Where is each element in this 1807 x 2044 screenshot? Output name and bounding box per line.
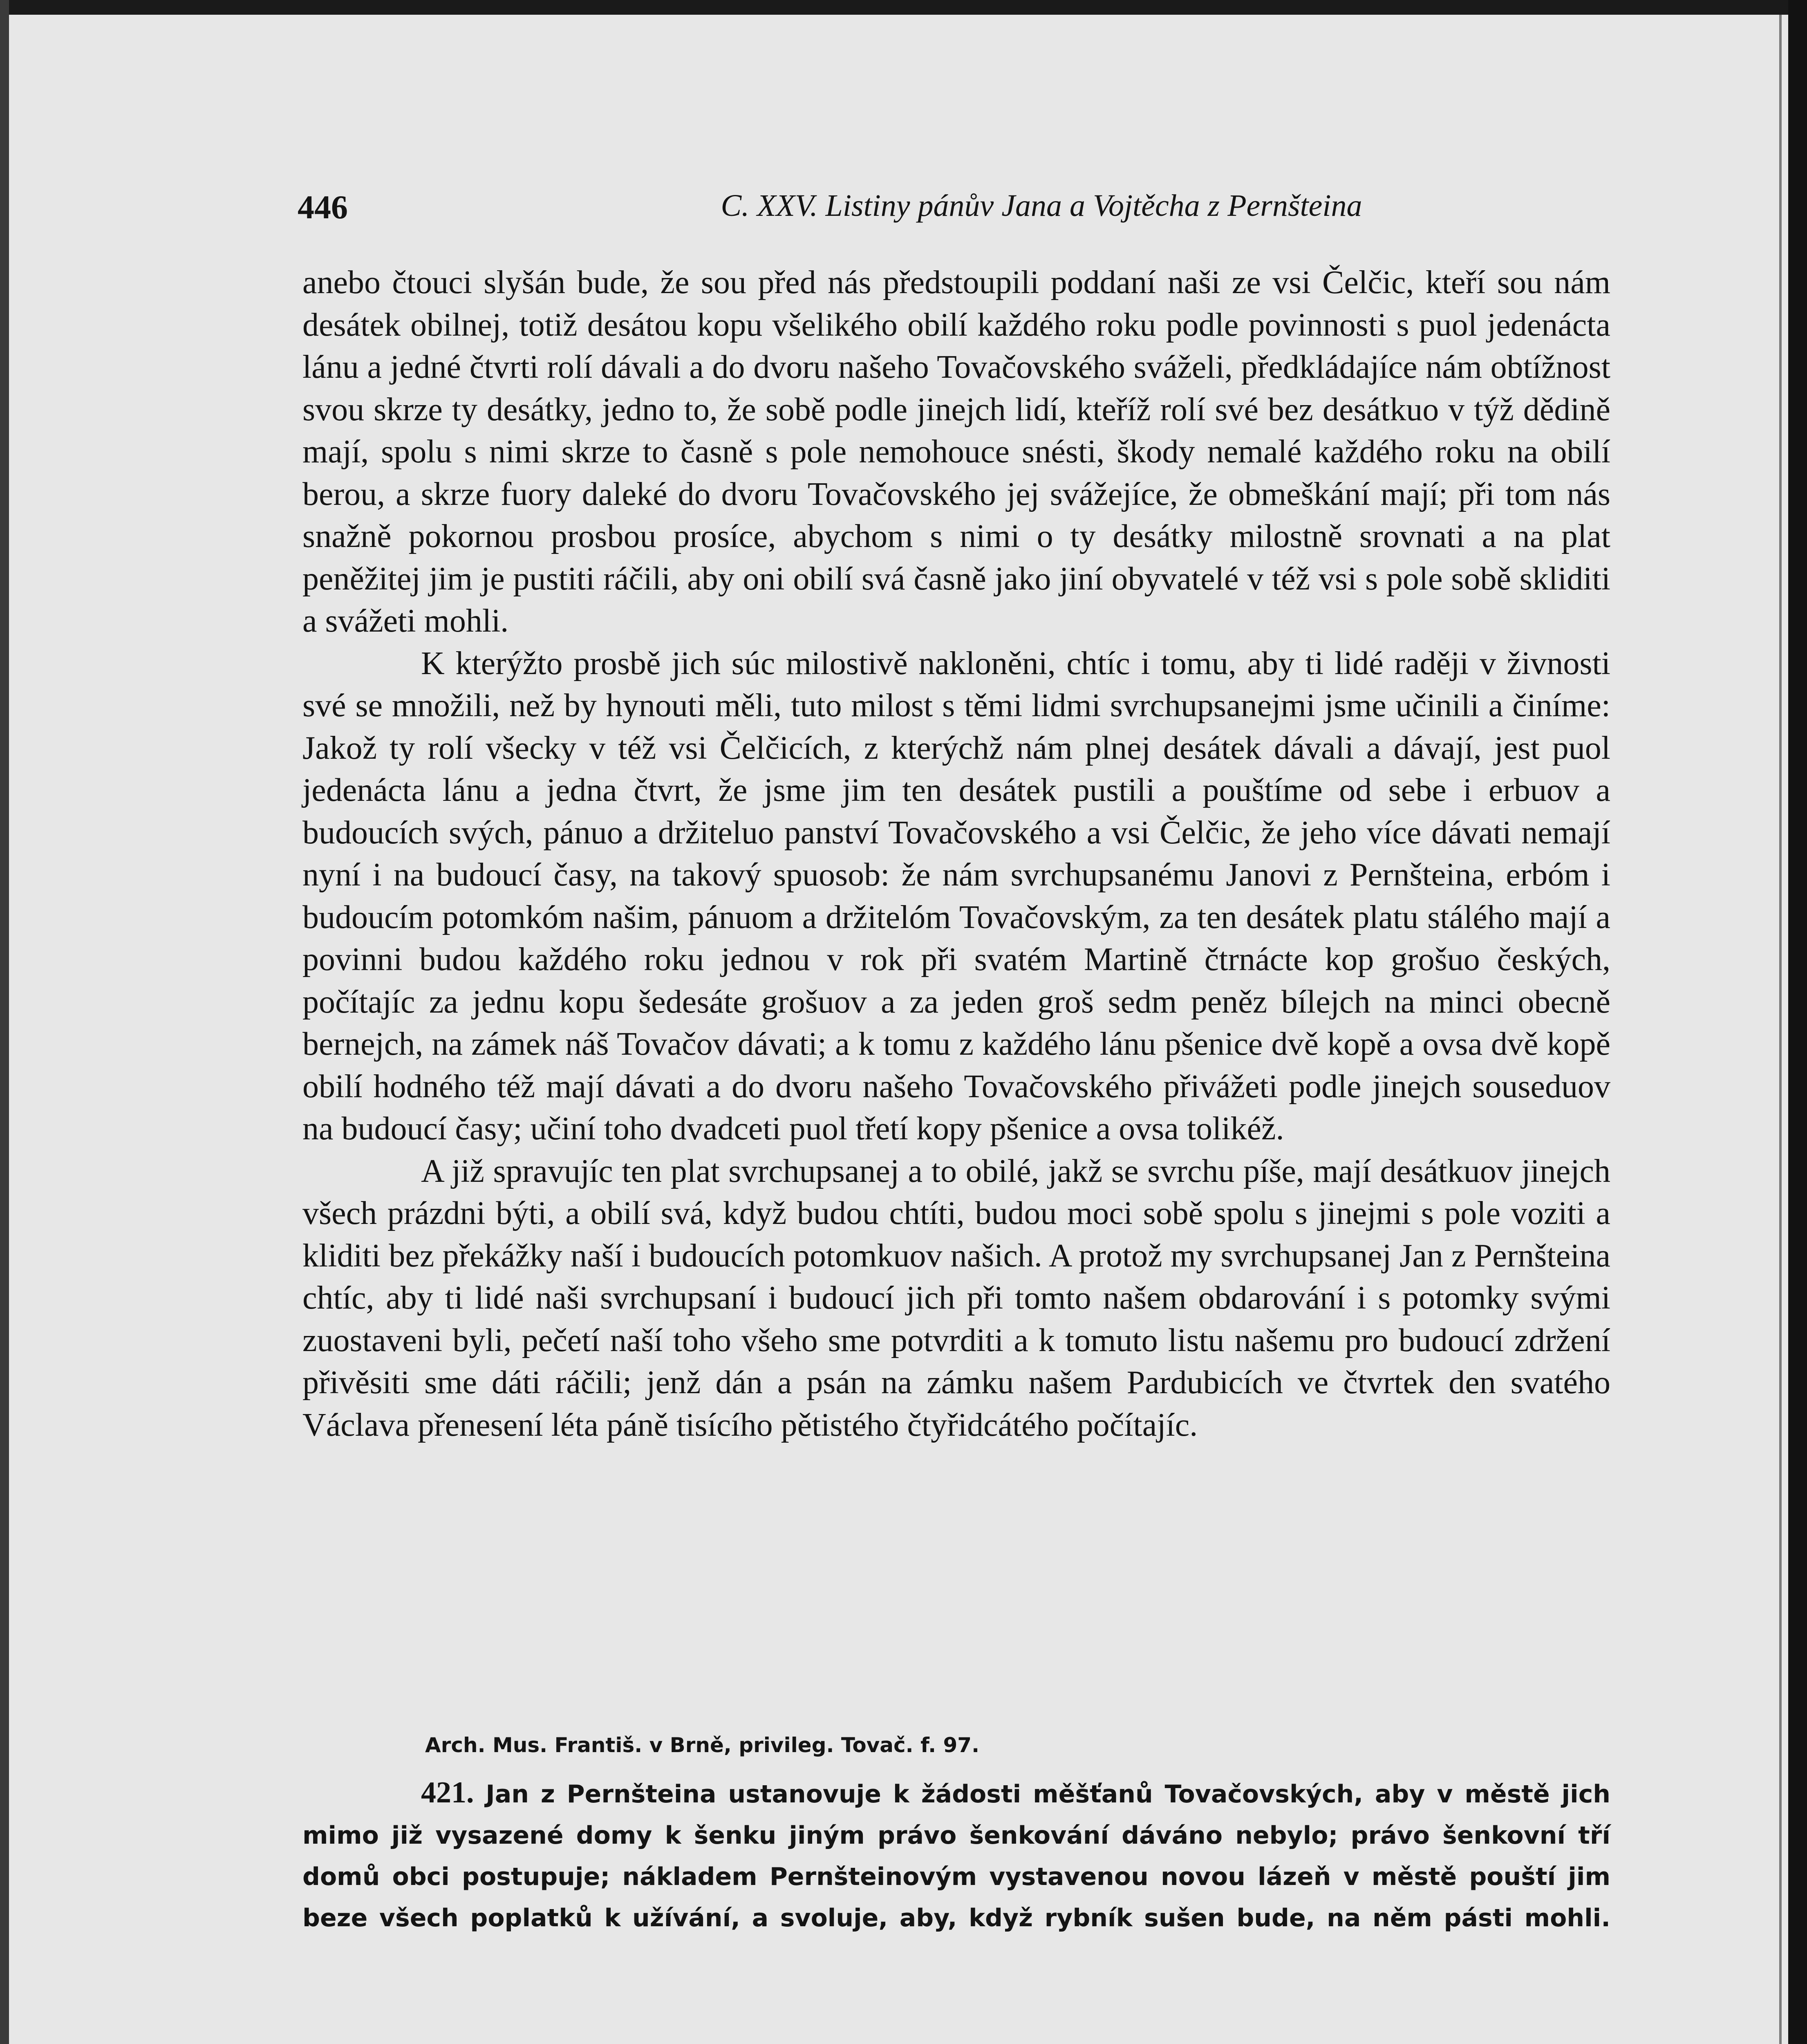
running-head [298,188,1548,233]
running-title: C. XXV. Listiny pánův Jana a Vojtěcha z Pernšteina [721,188,1362,223]
regest-text: Jan z Pernšteina ustanovuje k žádosti měšťanů Tovačovských, aby v městě jich mimo již vysazené domy k šenku jiným právo šenkování dáváno nebylo; právo šenkovní tří domů obci postupuje; nákladem Pernšteinovým vystavenou novou lázeň v městě pouští jim beze všech poplatků k užívání, a svoluje, aby, když rybník sušen bude, na něm pásti mohli. [302,1780,1611,1932]
regest-number: 421. [421,1776,474,1809]
body-text [302,262,1610,1446]
paragraph-2: K kterýžto prosbě jich súc milostivě nakloněni, chtíc i tomu, aby ti lidé raději v živnosti své se množili, než by hynouti měli, tuto milost s těmi lidmi svrchupsanejmi jsme učinili a činíme: Jakož ty rolí všecky v též vsi Čelčicích, z kterýchž nám plnej desátek dávali a dávají, jest puol jedenácta lánu a jedna čtvrt, že jsme jim ten desátek pustili a pouštíme od sebe i erbuov a budoucích svých, pánuo a držiteluo panství Tovačovského a vsi Čelčic, že jeho více dávati nemají nyní i na budoucí časy, na takový spuosob: že nám svrchupsanému Janovi z Pernšteina, erbóm i budoucím potomkóm našim, pánuom a držitelóm Tovačovským, za ten desátek platu stálého mají a povinni budou každého roku jednou v rok při svatém Martině čtrnácte kop grošuo českých, počítajíc za jednu kopu šedesáte grošuov a za jeden groš sedm peněz bílejch na minci obecně bernejch, na zámek náš Tovačov dávati; a k tomu z každého lánu pšenice dvě kopě a ovsa dvě kopě obilí hodného též mají dávati a do dvoru našeho Tovačovského přivážeti podle jinejch souseduov na budoucí časy; učiní toho dvadceti puol třetí kopy pšenice a ovsa tolikéž. [302,645,1610,1147]
regest-entry [302,1772,1610,1939]
source-note: Arch. Mus. Františ. v Brně, privileg. Tovač. f. 97. [425,1733,980,1757]
paragraph-1: anebo čtouci slyšán bude, že sou před nás předstoupili poddaní naši ze vsi Čelčic, kteří sou nám desátek obilnej, totiž desátou kopu všelikého obilí každého roku podle povinnosti s puol jedenácta lánu a jedné čtvrti rolí dávali a do dvoru našeho Tovačovského sváželi, předkládajíce nám obtížnost svou skrze ty desátky, jedno to, že sobě podle jinejch lidí, kteříž rolí své bez desátkuo v týž dědině mají, spolu s nimi skrze to časně s pole nemohouce snésti, škody nemalé každého roku na obilí berou, a skrze fuory daleké do dvoru Tovačovského jej svážejíce, že obmeškání mají; při tom nás snažně pokornou prosbou prosíce, abychom s nimi o ty desátky milostně srovnati a na plat peněžitej jim je pustiti ráčili, aby oni obilí svá časně jako jiní obyvatelé v též vsi s pole sobě skliditi a svážeti mohli. [302,264,1610,639]
paragraph-3: A již spravujíc ten plat svrchupsanej a to obilé, jakž se svrchu píše, mají desátkuov jinejch všech prázdni býti, a obilí svá, když budou chtíti, budou moci sobě spolu s jinejmi s pole voziti a kliditi bez překážky naší i budoucích potomkuov našich. A protož my svrchupsanej Jan z Pernšteina chtíc, aby ti lidé naši svrchupsaní i budoucí jich při tomto našem obdarování i s potomky svými zuostaveni byli, pečetí naší toho všeho sme potvrditi a k tomuto listu našemu pro budoucí zdržení přivěsiti sme dáti ráčili; jenž dán a psán na zámku našem Pardubicích ve čtvrtek den svatého Václava přenesení léta páně tisícího pětistého čtyřidcátého počítajíc. [302,1153,1610,1443]
page-number: 446 [298,188,348,226]
